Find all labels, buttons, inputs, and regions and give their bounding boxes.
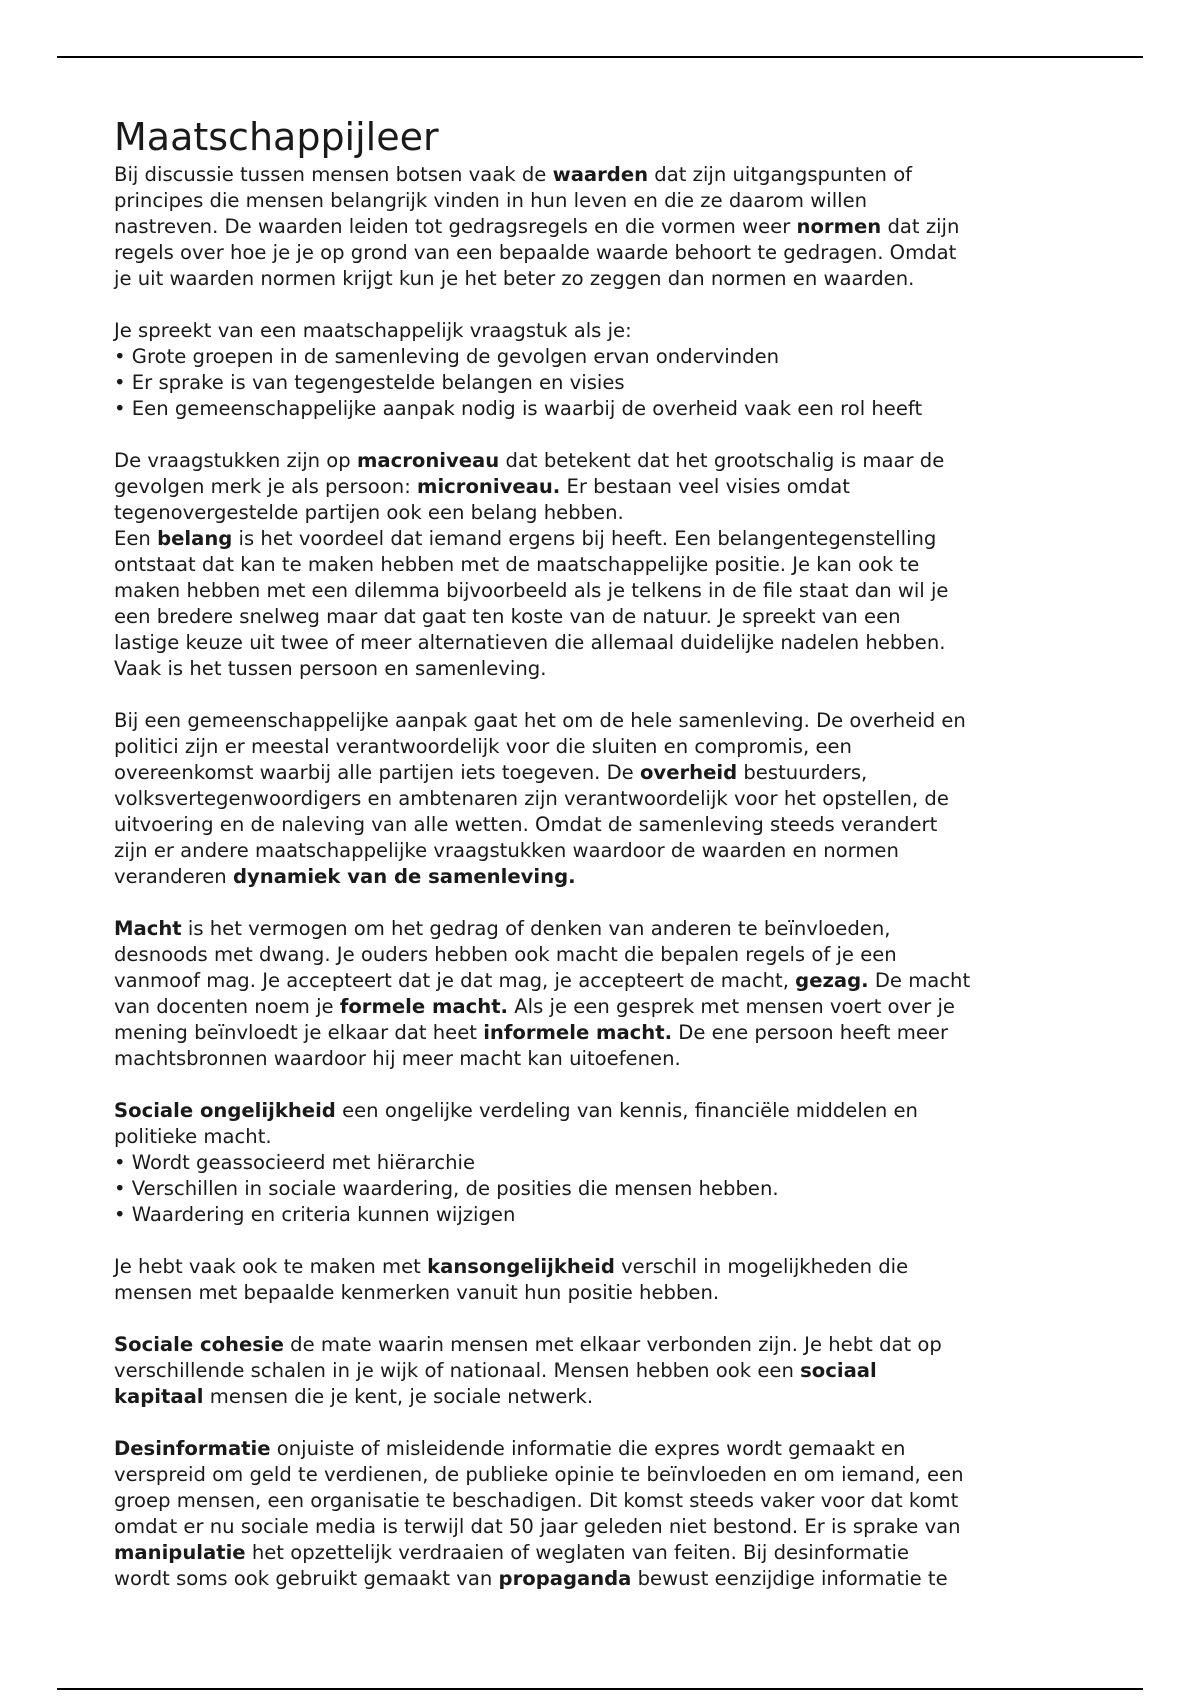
text-run: Je hebt vaak ook te maken met [114,1255,428,1278]
text-run: mensen die je kent, je sociale netwerk. [203,1385,594,1408]
bold-term: kansongelijkheid [427,1255,615,1278]
text-line [114,214,1104,240]
paragraph [114,448,1104,682]
text-line [114,1436,1104,1462]
text-run: verschillende schalen in je wijk of nationaal. Mensen hebben ook een [114,1359,801,1382]
text-line [114,370,1104,396]
text-run: • Verschillen in sociale waardering, de posities die mensen hebben. [114,1177,779,1200]
text-line [114,1020,1104,1046]
text-run: uitvoering en de naleving van alle wetten. Omdat de samenleving steeds verandert [114,813,938,836]
document-body [114,112,1104,1592]
text-line [114,812,1104,838]
text-run: een bredere snelweg maar dat gaat ten koste van de natuur. Je spreekt van een [114,605,901,628]
text-run: desnoods met dwang. Je ouders hebben ook macht die bepalen regels of je een [114,943,897,966]
text-run: vanmoof mag. Je accepteert dat je dat mag, je accepteert de macht, [114,969,796,992]
text-run: mening beïnvloedt je elkaar dat heet [114,1021,484,1044]
paragraph-spacer [114,1228,1104,1254]
text-line [114,500,1104,526]
text-run: Vaak is het tussen persoon en samenleving. [114,657,547,680]
text-line [114,578,1104,604]
text-line [114,630,1104,656]
text-line [114,1150,1104,1176]
text-line [114,1566,1104,1592]
text-run: bewust eenzijdige informatie te [631,1567,948,1590]
paragraph-spacer [114,422,1104,448]
text-run: veranderen [114,865,233,888]
text-line [114,1540,1104,1566]
text-run: lastige keuze uit twee of meer alternatieven die allemaal duidelijke nadelen hebben. [114,631,946,654]
text-line [114,1254,1104,1280]
text-line [114,838,1104,864]
bold-term: waarden [552,163,649,186]
text-line [114,994,1104,1020]
text-run: dat zijn [881,215,960,238]
bold-term: normen [796,215,882,238]
text-run: Bij discussie tussen mensen botsen vaak de [114,163,553,186]
top-divider [57,56,1143,58]
text-line [114,448,1104,474]
bold-term: sociaal [800,1359,877,1382]
text-line [114,916,1104,942]
paragraph-spacer [114,890,1104,916]
text-run: De macht [868,969,971,992]
paragraph [114,318,1104,422]
text-line [114,1202,1104,1228]
text-run: tegenovergestelde partijen ook een belang hebben. [114,501,624,524]
bold-term: microniveau. [417,475,561,498]
text-line [114,552,1104,578]
bottom-divider [57,1688,1143,1690]
text-line [114,968,1104,994]
paragraph-spacer [114,1072,1104,1098]
paragraph [114,916,1104,1072]
text-run: groep mensen, een organisatie te beschadigen. Dit komst steeds vaker voor dat komt [114,1489,959,1512]
text-run: van docenten noem je [114,995,340,1018]
text-line [114,864,1104,890]
bold-term: Sociale cohesie [114,1333,284,1356]
bold-term: belang [157,527,233,550]
text-run: mensen met bepaalde kenmerken vanuit hun positie hebben. [114,1281,720,1304]
text-run: wordt soms ook gebruikt gemaakt van [114,1567,499,1590]
text-run: de mate waarin mensen met elkaar verbonden zijn. Je hebt dat op [283,1333,942,1356]
text-line [114,942,1104,968]
paragraph-spacer [114,1410,1104,1436]
bold-term: overheid [639,761,738,784]
text-run: • Er sprake is van tegengestelde belangen en visies [114,371,625,394]
text-line [114,1124,1104,1150]
text-run: onjuiste of misleidende informatie die expres wordt gemaakt en [270,1437,906,1460]
text-run: • Een gemeenschappelijke aanpak nodig is waarbij de overheid vaak een rol heeft [114,397,923,420]
text-run: • Wordt geassocieerd met hiërarchie [114,1151,476,1174]
paragraph [114,162,1104,292]
bold-term: kapitaal [114,1385,204,1408]
text-run: Een [114,527,158,550]
text-run: maken hebben met een dilemma bijvoorbeeld als je telkens in de file staat dan wil je [114,579,949,602]
bold-term: Desinformatie [114,1437,271,1460]
text-run: een ongelijke verdeling van kennis, financiële middelen en [335,1099,918,1122]
text-line [114,734,1104,760]
text-run: politieke macht. [114,1125,272,1148]
text-run: machtsbronnen waardoor hij meer macht kan uitoefenen. [114,1047,681,1070]
text-line [114,1358,1104,1384]
text-line [114,240,1104,266]
text-line [114,1046,1104,1072]
text-run: ontstaat dat kan te maken hebben met de maatschappelijke positie. Je kan ook te [114,553,920,576]
text-run: Als je een gesprek met mensen voert over je [508,995,955,1018]
text-run: De vraagstukken zijn op [114,449,357,472]
text-line [114,474,1104,500]
text-line [114,1332,1104,1358]
text-run: regels over hoe je je op grond van een bepaalde waarde behoort te gedragen. Omdat [114,241,957,264]
text-run: gevolgen merk je als persoon: [114,475,418,498]
paragraph [114,1254,1104,1306]
text-run: overeenkomst waarbij alle partijen iets toegeven. De [114,761,640,784]
bold-term: macroniveau [356,449,500,472]
text-line [114,760,1104,786]
text-run: is het vermogen om het gedrag of denken van anderen te beïnvloeden, [181,917,891,940]
text-run: politici zijn er meestal verantwoordelijk voor die sluiten en compromis, een [114,735,852,758]
text-run: verschil in mogelijkheden die [614,1255,909,1278]
bold-term: dynamiek van de samenleving. [232,865,576,888]
text-line [114,604,1104,630]
text-run: dat zijn uitgangspunten of [648,163,913,186]
text-line [114,1384,1104,1410]
text-run: principes die mensen belangrijk vinden in hun leven en die ze daarom willen [114,189,868,212]
text-run: zijn er andere maatschappelijke vraagstukken waardoor de waarden en normen [114,839,899,862]
bold-term: Sociale ongelijkheid [114,1099,336,1122]
paragraph [114,1436,1104,1592]
text-line [114,1280,1104,1306]
text-line [114,708,1104,734]
text-run: verspreid om geld te verdienen, de publieke opinie te beïnvloeden en om iemand, een [114,1463,964,1486]
text-run: bestuurders, [737,761,868,784]
text-run: omdat er nu sociale media is terwijl dat 50 jaar geleden niet bestond. Er is sprake van [114,1515,961,1538]
text-run: nastreven. De waarden leiden tot gedragsregels en die vormen weer [114,215,797,238]
paragraph [114,1098,1104,1228]
text-run: • Grote groepen in de samenleving de gevolgen ervan ondervinden [114,345,780,368]
text-line [114,396,1104,422]
text-run: Je spreekt van een maatschappelijk vraagstuk als je: [114,319,632,342]
text-line [114,1488,1104,1514]
paragraph [114,1332,1104,1410]
text-line [114,188,1104,214]
text-line [114,1514,1104,1540]
bold-term: informele macht. [483,1021,673,1044]
text-run: Er bestaan veel visies omdat [560,475,850,498]
bold-term: manipulatie [114,1541,246,1564]
paragraph-container [114,162,1104,1592]
text-line [114,1098,1104,1124]
text-run: Bij een gemeenschappelijke aanpak gaat het om de hele samenleving. De overheid en [114,709,966,732]
bold-term: Macht [114,917,182,940]
text-line [114,1176,1104,1202]
text-line [114,786,1104,812]
paragraph-spacer [114,682,1104,708]
paragraph-spacer [114,1306,1104,1332]
bold-term: gezag. [795,969,869,992]
text-run: het opzettelijk verdraaien of weglaten van feiten. Bij desinformatie [245,1541,910,1564]
paragraph-spacer [114,292,1104,318]
text-run: De ene persoon heeft meer [672,1021,949,1044]
text-line [114,656,1104,682]
text-run: je uit waarden normen krijgt kun je het beter zo zeggen dan normen en waarden. [114,267,915,290]
page-title: Maatschappijleer [114,115,439,159]
text-run: is het voordeel dat iemand ergens bij heeft. Een belangentegenstelling [232,527,937,550]
text-run: volksvertegenwoordigers en ambtenaren zijn verantwoordelijk voor het opstellen, de [114,787,949,810]
bold-term: formele macht. [339,995,509,1018]
text-line [114,1462,1104,1488]
text-line [114,162,1104,188]
text-line [114,344,1104,370]
text-run: • Waardering en criteria kunnen wijzigen [114,1203,516,1226]
text-line [114,266,1104,292]
paragraph [114,708,1104,890]
text-run: dat betekent dat het grootschalig is maar de [499,449,945,472]
bold-term: propaganda [498,1567,632,1590]
text-line [114,318,1104,344]
text-line [114,526,1104,552]
